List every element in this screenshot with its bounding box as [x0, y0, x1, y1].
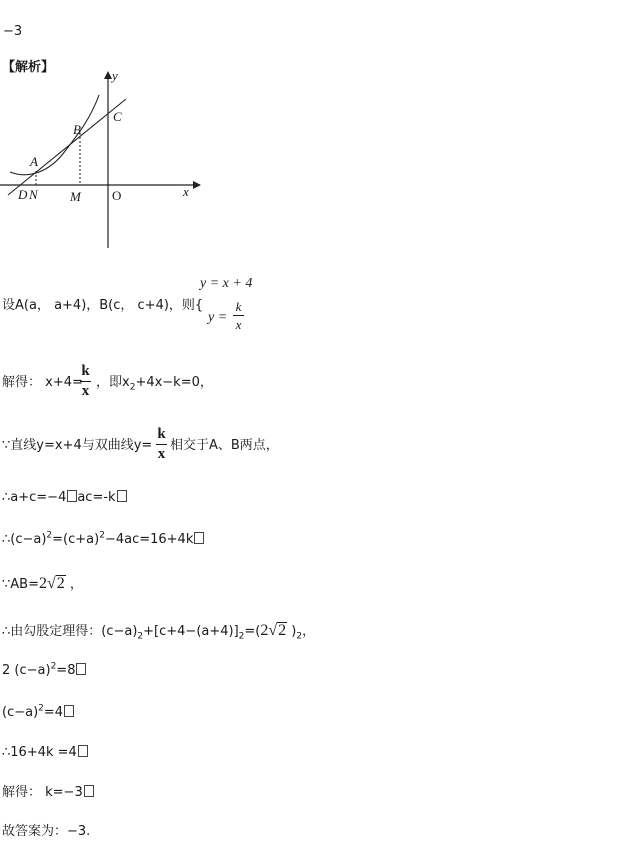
intersect-fraction [156, 427, 167, 462]
step-two-a: 2 (c−a) [2, 663, 51, 678]
pyth-close: ) [287, 624, 297, 639]
step-four-a: (c−a) [2, 705, 39, 720]
solve1-pre: 解得： x+4= [2, 375, 83, 390]
step-square-d: 2 [99, 530, 105, 541]
answer-value: −3 [3, 24, 23, 39]
label-m: M [70, 189, 81, 204]
pyth-mid: +[c+4−(a+4)] [143, 624, 239, 639]
step-four [2, 705, 74, 719]
step-k-sol-text: 解得： k=−3 [2, 785, 83, 800]
missing-glyph-box [64, 705, 74, 717]
label-x: x [183, 184, 189, 199]
pyth-sub1: 2 [137, 631, 144, 642]
y-axis-arrow [104, 71, 112, 79]
step-square-e: −4ac=16+4k [104, 532, 194, 547]
label-a: A [30, 154, 38, 169]
ab-sqrt: √2 [46, 575, 65, 592]
step-k-eq [2, 745, 88, 759]
system-prefix: 设A(a， a+4)，B(c， c+4)，则{ [2, 298, 204, 313]
step-four-c: =4 [43, 705, 64, 720]
label-y: y [112, 68, 118, 83]
analysis-label: 【解析】 [2, 60, 55, 75]
solve1-post-b: 2 [129, 382, 136, 393]
pyth-pre: ∴由勾股定理得：(c−a) [2, 624, 138, 639]
step-two-b: 2 [50, 661, 57, 672]
missing-glyph-box [67, 490, 77, 502]
system-eq2-fraction [233, 300, 244, 331]
solve1-fraction [80, 364, 91, 399]
pyth-sqrt: √2 [268, 622, 287, 639]
step-square-a: ∴(c−a) [2, 532, 47, 547]
label-o: O [112, 188, 122, 203]
system-eq2-lhs: y = [208, 310, 228, 325]
solve1-post [96, 375, 213, 393]
x-axis-arrow [193, 181, 201, 189]
graph-figure [0, 65, 215, 255]
solve1-num: k [81, 363, 90, 379]
solve1-den: x [81, 383, 90, 399]
intersect-pre: ∵直线y=x+4与双曲线y= [2, 438, 153, 453]
system-eq1: y = x + 4 [200, 276, 253, 291]
solve-line-1 [2, 376, 83, 389]
solve1-post-a: ，即x [96, 375, 130, 390]
solve1-post-c: +4x−k=0， [135, 375, 213, 390]
intersect-num: k [157, 426, 166, 442]
system-eq2-den: x [235, 317, 242, 332]
pyth-sub2: 2 [238, 631, 245, 642]
step-four-b: 2 [38, 703, 44, 714]
intersect-post: 相交于A、B两点， [170, 438, 279, 453]
intersect-den: x [157, 446, 166, 462]
ab-rad: 2 [56, 575, 65, 592]
missing-glyph-box [194, 532, 204, 544]
step-sum-product [2, 490, 127, 504]
pyth-sub3: 2 [296, 631, 303, 642]
step-prod: ac=-k [77, 490, 116, 505]
pyth-tail: ， [302, 624, 316, 639]
step-two [2, 663, 86, 677]
step-square-b: 2 [46, 530, 53, 541]
missing-glyph-box [78, 745, 88, 757]
label-b: B [73, 122, 81, 137]
system-eq2-num: k [235, 299, 242, 314]
missing-glyph-box [76, 663, 86, 675]
step-square-c: =(c+a) [52, 532, 100, 547]
final-answer: 故答案为：−3. [2, 824, 91, 839]
missing-glyph-box [117, 490, 127, 502]
missing-glyph-box [84, 785, 94, 797]
step-k-sol [2, 785, 94, 799]
pyth-eq: =( [244, 624, 261, 639]
ab-pre: ∵AB= [2, 577, 39, 592]
label-c: C [113, 109, 122, 124]
step-k-eq-text: ∴16+4k =4 [2, 745, 77, 760]
ab-post: ， [65, 577, 83, 592]
pyth-rad: 2 [278, 622, 287, 639]
label-n: N [29, 187, 38, 202]
step-ab [2, 575, 83, 592]
step-pythagoras [2, 622, 316, 642]
step-square [2, 532, 204, 546]
ab-coef: 2 [38, 575, 47, 592]
label-d: D [18, 187, 28, 202]
hyperbola-curve [10, 95, 99, 175]
pyth-coef: 2 [260, 622, 269, 639]
step-two-c: =8 [56, 663, 76, 678]
step-sum: ∴a+c=−4 [2, 490, 67, 505]
